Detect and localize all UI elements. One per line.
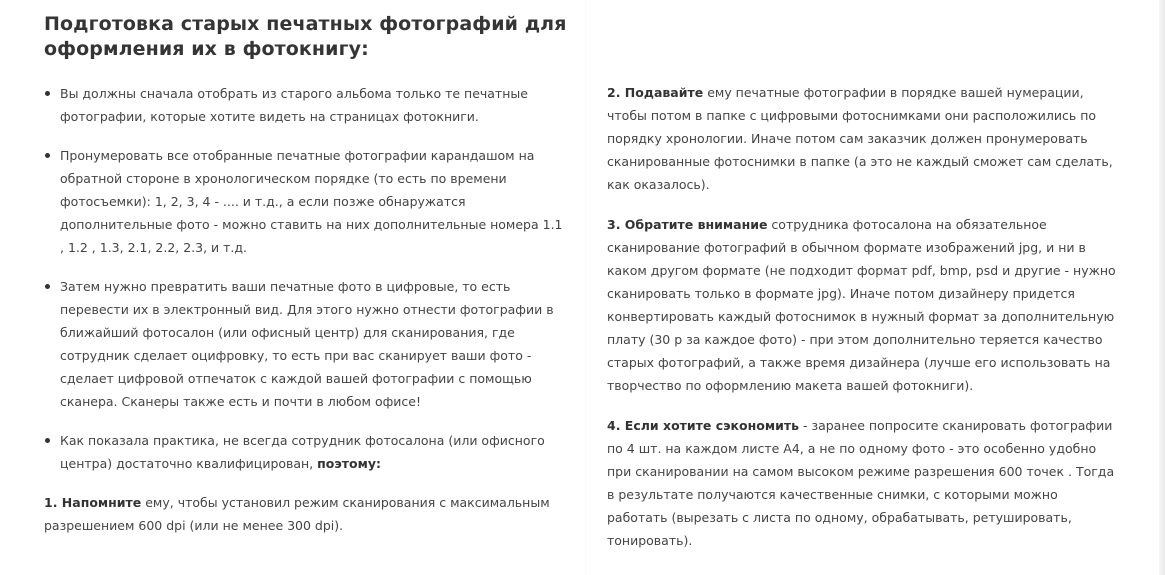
numbered-item-text: ему печатные фотографии в порядке вашей нумерации, чтобы потом в папке с цифровыми фотоснимками они расположились по порядку хронологии. Иначе потом сам заказчик должен пронумеровать сканированные фотоснимки в папке (а это не каждый сможет сам сделать, как оказалось).: [607, 85, 1113, 192]
bullet-item: [44, 82, 564, 128]
bullet-item: [44, 144, 564, 259]
numbered-item: [607, 213, 1117, 397]
numbered-item-heading: 4. Если хотите сэкономить: [607, 418, 799, 433]
left-column: [44, 82, 564, 537]
column-divider: [585, 0, 586, 575]
numbered-item: [607, 81, 1117, 196]
numbered-item-heading: 1. Напомните: [44, 495, 142, 510]
page-title: Подготовка старых печатных фотографий для оформления их в фотокнигу:: [44, 13, 567, 60]
numbered-item: [44, 491, 564, 537]
numbered-item-text: сотрудника фотосалона на обязательное сканирование фотографий в обычном формате изображений jpg, и ни в каком другом формате (не подходит формат pdf, bmp, psd и другие - нужно сканировать только в формате jpg). Иначе потом дизайнеру придется конвертировать каждый фотоснимок в нужный формат за дополнительную плату (30 р за каждое фото) - при этом дополнительно теряется качество старых фотографий, а также время дизайнера (лучше его использовать на творчество по оформлению макета вашей фотокниги).: [607, 217, 1116, 393]
bullet-text: Как показала практика, не всегда сотрудник фотосалона (или офисного центра) достаточно квалифицирован,: [60, 433, 545, 471]
bullet-bold-text: поэтому:: [317, 456, 382, 471]
bullet-text: Пронумеровать все отобранные печатные фотографии карандашом на обратной стороне в хронологическом порядке (то есть по времени фотосъемки): 1, 2, 3, 4 - .... и т.д., а если позже обнаружатся дополнительные фото - можно ставить на них дополнительные номера 1.1 , 1.2 , 1.3, 2.1, 2.2, 2.3, и т.д.: [60, 148, 563, 255]
numbered-item-text: ему, чтобы установил режим сканирования с максимальным разрешением 600 dpi (или не менее 300 dpi).: [44, 495, 550, 533]
numbered-item-heading: 3. Обратите внимание: [607, 217, 768, 232]
numbered-item-heading: 2. Подавайте: [607, 85, 704, 100]
bullet-item: [44, 275, 564, 413]
bullet-text: Затем нужно превратить ваши печатные фото в цифровые, то есть перевести их в электронный вид. Для этого нужно отнести фотографии в ближайший фотосалон (или офисный центр) для сканирования, где сотрудник сделает оцифровку, то есть при вас сканирует ваши фото - сделает цифровой отпечаток с каждой вашей фотографии с помощью сканера. Сканеры также есть и почти в любом офисе!: [60, 279, 554, 409]
right-column: [607, 81, 1117, 552]
numbered-item-text: - заранее попросите сканировать фотографии по 4 шт. на каждом листе А4, а не по одному фото - это особенно удобно при сканировании на самом высоком режиме разрешения 600 точек . Тогда в результате получаются качественные снимки, с которыми можно работать (вырезать с листа по одному, обрабатывать, ретушировать, тонировать).: [607, 418, 1115, 548]
page-edge: [1159, 0, 1165, 575]
bullet-text: Вы должны сначала отобрать из старого альбома только те печатные фотографии, которые хотите видеть на страницах фотокниги.: [60, 86, 528, 124]
bullet-item: [44, 429, 564, 475]
numbered-item: [607, 414, 1117, 552]
